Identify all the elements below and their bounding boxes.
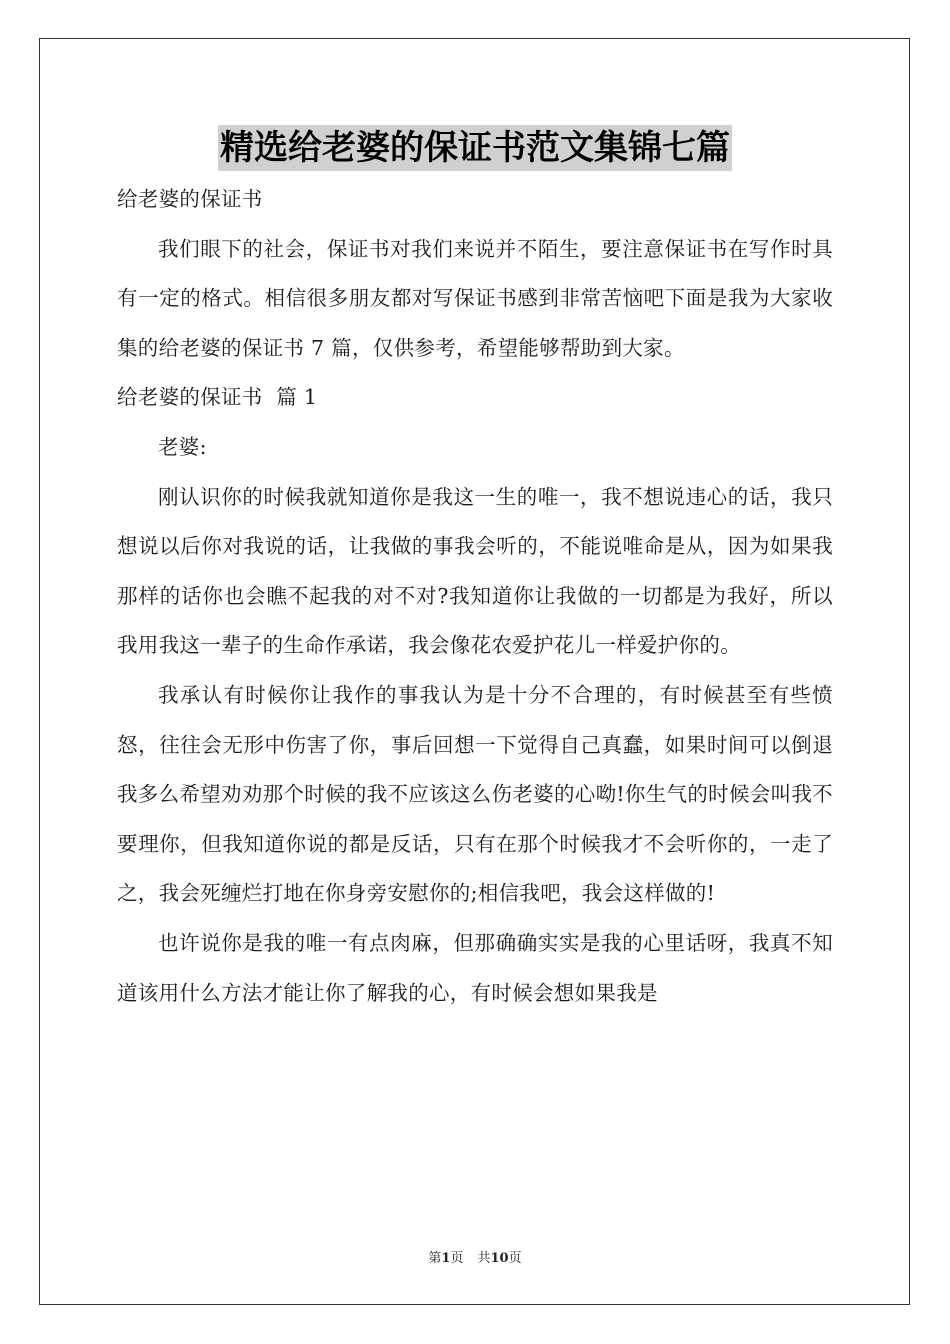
title-container <box>0 125 950 171</box>
page-total: 10 <box>490 1251 509 1266</box>
salutation: 老婆: <box>158 434 207 459</box>
document-title: 精选给老婆的保证书范文集锦七篇 <box>218 125 732 171</box>
page-label-suffix: 页 <box>450 1251 464 1266</box>
page-label-prefix: 第 <box>428 1251 442 1266</box>
intro-paragraph: 我们眼下的社会，保证书对我们来说并不陌生，要注意保证书在写作时具有一定的格式。相信很多朋友都对写保证书感到非常苦恼吧下面是我为大家收集的给老婆的保证书 7 篇，仅供参考，希望能够帮助到大家。 <box>117 236 833 360</box>
body-paragraph: 刚认识你的时候我就知道你是我这一生的唯一，我不想说违心的话，我只想说以后你对我说的话，让我做的事我会听的，不能说唯命是从，因为如果我那样的话你也会瞧不起我的对不对?我知道你让我做的一切都是为我好，所以我用我这一辈子的生命作承诺，我会像花农爱护花儿一样爱护你的。 <box>117 484 833 658</box>
section-heading: 给老婆的保证书 篇 1 <box>117 385 318 410</box>
total-label-suffix: 页 <box>508 1251 522 1266</box>
page-footer <box>0 1247 950 1266</box>
page-current: 1 <box>441 1251 451 1266</box>
body-paragraph: 我承认有时候你让我作的事我认为是十分不合理的，有时候甚至有些愤怒，往往会无形中伤害了你，事后回想一下觉得自己真蠢，如果时间可以倒退我多么希望劝劝那个时候的我不应该这么伤老婆的心呦!你生气的时候会叫我不要理你，但我知道你说的都是反话，只有在那个时候我才不会听你的，一走了之，我会死缠烂打地在你身旁安慰你的;相信我吧，我会这样做的! <box>117 682 833 906</box>
body-paragraph: 也许说你是我的唯一有点肉麻，但那确确实实是我的心里话呀，我真不知道该用什么方法才能让你了解我的心，有时候会想如果我是 <box>117 930 833 1005</box>
total-label-prefix: 共 <box>477 1251 491 1266</box>
subtitle: 给老婆的保证书 <box>117 187 263 211</box>
document-body <box>117 175 833 1018</box>
